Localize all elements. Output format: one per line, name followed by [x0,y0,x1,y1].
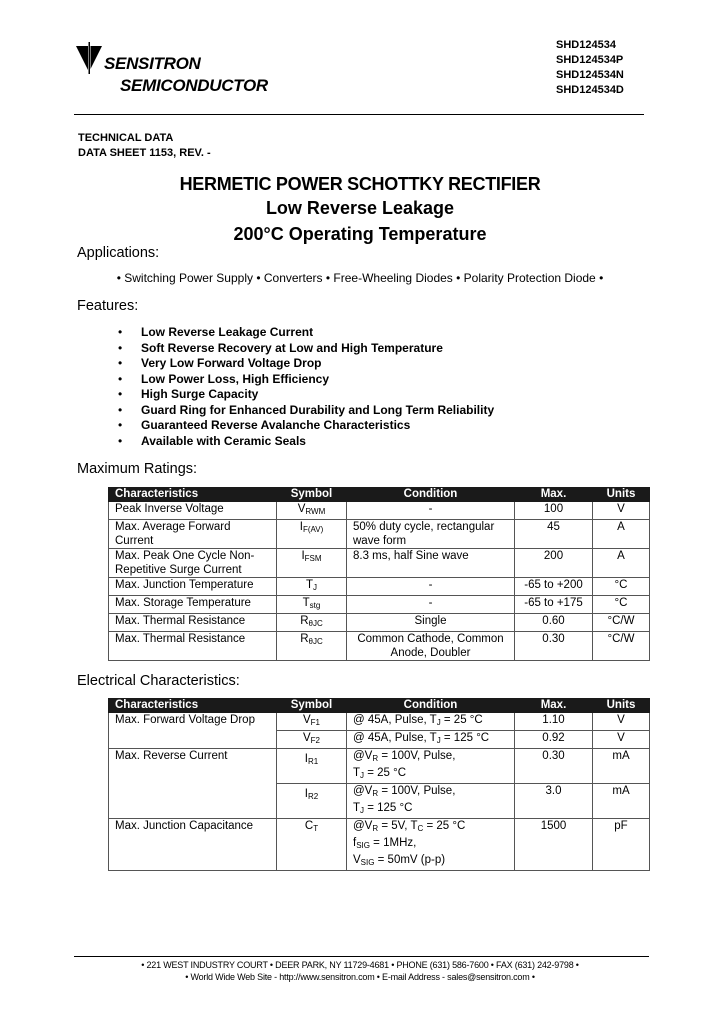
column-header: Max. [515,699,593,713]
column-header: Characteristics [109,699,277,713]
column-header: Symbol [277,488,347,502]
bullet-icon: • [118,356,123,370]
table-row: Max. Forward Voltage Drop $V_{F1}$ @ 45A, Pulse, $T_J = 25$ °C 1.10 V [109,713,650,731]
table-row: Max. Reverse Current $I_{R1}$ $@V_R = 100V$, Pulse, $T_J = 25$ °C 0.30 mA [109,749,650,784]
electrical-characteristics-heading: Electrical Characteristics: [77,673,240,689]
bullet-icon: • [118,418,123,432]
table-row: Max. Storage Temperature $T_{stg}$ - -65 to +175 °C [109,596,650,614]
column-header: Units [593,699,650,713]
table-row: Peak Inverse Voltage $V_{RWM}$ - 100 V [109,502,650,520]
footer-address: • 221 WEST INDUSTRY COURT • DEER PARK, NY 11729-4681 • PHONE (631) 586-7600 • FAX (631) 242-9798 • [141,960,579,970]
bullet-icon: • [118,402,123,417]
sensitron-logo-icon [76,42,106,76]
table-row: Max. Peak One Cycle Non-Repetitive Surge Current $I_{FSM}$ 8.3 ms, half Sine wave 200 A [109,549,650,578]
document-info [78,131,211,161]
bullet-icon: • [118,433,123,448]
footer-divider [74,956,649,957]
table-row: Max. Junction Capacitance $C_T$ $@V_R = 5V$, $T_C = 25$ °C $f_{SIG} = 1MHz$, $V_{SIG} = 50mV$ (p-p) 1500 pF [109,819,650,871]
bullet-icon: • [118,387,123,401]
table-header-row [109,699,650,713]
part-number: SHD124534D [556,84,624,96]
bullet-icon: • [118,371,123,386]
part-number: SHD124534P [556,54,624,66]
document-subtitle: Low Reverse Leakage [265,198,455,218]
table-row: Max. Junction Temperature $T_J$ - -65 to +200 °C [109,578,650,596]
maximum-ratings-heading: Maximum Ratings: [77,461,198,477]
table-row: $I_{R2}$ $@V_R = 100V$, Pulse, $T_J = 125$ °C 3.0 mA [109,784,650,819]
column-header: Condition [347,699,515,713]
applications-heading: Applications: [77,245,160,261]
table-row: Max. Average Forward Current $I_{F(AV)}$ 50% duty cycle, rectangular wave form 45 A [109,520,650,549]
logo-company-subtitle: SEMICONDUCTOR [120,76,268,95]
features-heading: Features: [77,298,139,314]
header-divider [74,114,644,115]
table-row: Max. Thermal Resistance $R_{\theta JC}$ Single 0.60 °C/W [109,614,650,632]
table-row: Max. Thermal Resistance $R_{\theta JC}$ Common Cathode, Common Anode, Doubler 0.30 °C/W [109,632,650,661]
footer-contact: • World Wide Web Site - http://www.sensitron.com • E-mail Address - sales@sensitron.com • [185,972,535,982]
technical-data-label: TECHNICAL DATA [78,132,174,144]
part-number: SHD124534N [556,69,624,81]
datasheet-revision: DATA SHEET 1153, REV. - [78,147,211,159]
bullet-icon: • [118,340,123,355]
applications-list: • Switching Power Supply • Converters • Free-Wheeling Diodes • Polarity Protection Diode • [116,271,604,285]
logo-company-name: SENSITRON [104,54,201,73]
part-number-list [556,38,624,98]
column-header: Symbol [277,699,347,713]
electrical-characteristics-table [108,698,650,871]
document-subtitle-2: 200°C Operating Temperature [233,224,487,244]
table-row: $V_{F2}$ @ 45A, Pulse, $T_J = 125$ °C 0.92 V [109,731,650,749]
column-header: Condition [347,488,515,502]
document-title: HERMETIC POWER SCHOTTKY RECTIFIER [179,174,541,194]
bullet-icon: • [118,325,123,339]
column-header: Characteristics [109,488,277,502]
maximum-ratings-table [108,487,650,661]
part-number: SHD124534 [556,39,616,51]
table-header-row [109,488,650,502]
column-header: Units [593,488,650,502]
column-header: Max. [515,488,593,502]
